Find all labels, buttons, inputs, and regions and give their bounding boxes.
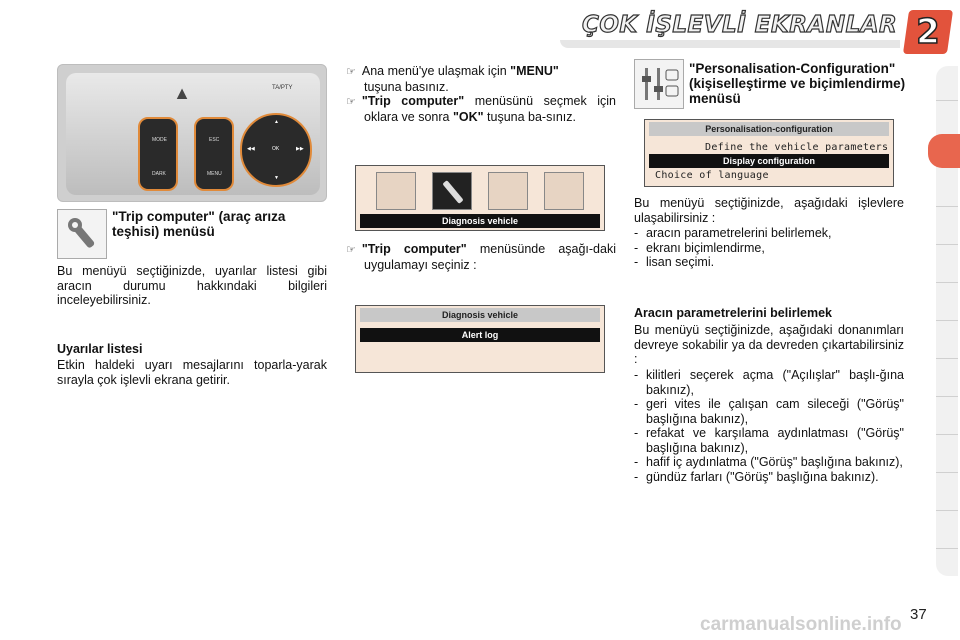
main-menu-screen (355, 165, 605, 231)
diagnosis-screen-title: Diagnosis vehicle (360, 308, 600, 322)
alert-log-text: Etkin haldeki uyarı mesajlarını toparla-yarak sırayla çok işlevli ekrana getirir. (57, 358, 327, 387)
tab-divider (936, 206, 958, 207)
vehicle-params-intro: Bu menüyü seçtiğinizde, aşağıdaki donanımları devreye sokabilir ya da devreden çıkartabilirsiniz : (634, 323, 904, 366)
esc-label: ESC (209, 137, 220, 143)
list-item: - hafif iç aydınlatma ("Görüş" başlığına bakınız), (634, 455, 904, 470)
page-title: ÇOK İŞLEVLİ EKRANLAR (582, 12, 898, 38)
list-item: - ekranı biçimlendirme, (634, 241, 904, 256)
dark-label: DARK (152, 171, 166, 177)
screen-row-language: Choice of language (655, 170, 769, 181)
chapter-badge (903, 10, 953, 54)
menu-key: "MENU" (510, 64, 559, 78)
list-item: - lisan seçimi. (634, 255, 904, 270)
hazard-warning-icon: ▲ (173, 83, 191, 103)
ok-label: OK (272, 146, 280, 152)
vehicle-params-list (634, 368, 904, 484)
settings-menu-icon (488, 172, 528, 210)
alert-log-item: Alert log (360, 328, 600, 342)
vehicle-params-heading: Aracın parametrelerini belirlemek (634, 306, 833, 320)
tab-divider (936, 244, 958, 245)
ok-key: "OK" (452, 109, 484, 124)
step-choose-app (346, 242, 616, 272)
page-header (560, 8, 960, 58)
settings-sliders-icon (634, 59, 684, 109)
pointer-icon: ☞ (346, 65, 356, 78)
step-select-text-2: tuşuna ba-sınız. (483, 109, 576, 124)
tab-divider (936, 282, 958, 283)
tab-divider (936, 510, 958, 511)
tab-divider (936, 434, 958, 435)
diagnosis-screen (355, 305, 605, 373)
menu-label: MENU (207, 171, 222, 177)
mode-dark-buttons (138, 117, 178, 191)
step-select-trip (346, 94, 616, 124)
tab-divider (936, 548, 958, 549)
pointer-icon: ☞ (346, 243, 356, 256)
esc-menu-buttons (194, 117, 234, 191)
list-item: - aracın parametrelerini belirlemek, (634, 226, 904, 241)
mode-label: MODE (152, 137, 167, 143)
personalisation-heading: "Personalisation-Configuration" (kişiselleştirme ve biçimlendirme) menüsü (689, 61, 906, 106)
chapter-tabs (928, 66, 960, 576)
pointer-icon: ☞ (346, 95, 356, 108)
chapter-number: 2 (916, 12, 940, 52)
arrow-up-icon: ▲ (274, 119, 279, 125)
step-menu-text-2: tuşuna basınız. (364, 79, 449, 94)
navigation-pad (240, 113, 312, 187)
list-item: - gündüz farları ("Görüş" başlığına bakınız). (634, 470, 904, 485)
trip-computer-heading: "Trip computer" (araç arıza teşhisi) menüsü (112, 209, 286, 239)
tab-active-chapter[interactable] (928, 134, 960, 168)
control-panel-photo (57, 64, 327, 202)
audio-menu-icon (376, 172, 416, 210)
trip-computer-key: "Trip computer" (361, 94, 465, 108)
personalisation-intro: Bu menüyü seçtiğinizde, aşağıdaki işlevlere ulaşabilirsiniz : (634, 196, 904, 225)
tab-divider (936, 100, 958, 101)
step-choose-text: menüsünde aşağı-daki uygulamayı seçiniz : (364, 242, 616, 272)
step-menu (346, 64, 616, 94)
tab-divider (936, 396, 958, 397)
list-item: - kilitleri seçerek açma ("Açılışlar" başlı-ğına bakınız), (634, 368, 904, 397)
wrench-icon (57, 209, 107, 259)
trip-computer-key: "Trip computer" (361, 242, 467, 256)
phone-menu-icon (544, 172, 584, 210)
screen-row-vehicle-params: Define the vehicle parameters (705, 142, 889, 153)
personalisation-screen (644, 119, 894, 187)
control-panel-body (66, 73, 320, 195)
personalisation-screen-title: Personalisation-configuration (649, 122, 889, 136)
diagnosis-menu-icon (432, 172, 472, 210)
screen-row-display-config: Display configuration (649, 154, 889, 168)
tab-divider (936, 320, 958, 321)
list-item: - refakat ve karşılama aydınlatması ("Görüş" başlığına bakınız), (634, 426, 904, 455)
tab-divider (936, 358, 958, 359)
list-item: - geri vites ile çalışan cam sileceği ("Görüş" başlığına bakınız), (634, 397, 904, 426)
step-menu-text: Ana menü'ye ulaşmak için (361, 64, 511, 78)
alert-log-heading: Uyarılar listesi (57, 342, 143, 356)
tab-divider (936, 472, 958, 473)
page-number: 37 (910, 606, 927, 623)
personalisation-functions-list (634, 226, 904, 270)
arrow-right-icon: ▶▶ (296, 146, 304, 152)
screen-selected-label: Diagnosis vehicle (360, 214, 600, 228)
header-band (560, 40, 900, 48)
step-select-text: menüsünü seçmek için oklara ve sonra (364, 94, 616, 124)
watermark: carmanualsonline.info (700, 614, 902, 635)
arrow-left-icon: ◀◀ (247, 146, 255, 152)
ta-pty-label: TA/PTY (272, 85, 293, 91)
arrow-down-icon: ▼ (274, 175, 279, 181)
trip-computer-intro: Bu menüyü seçtiğinizde, uyarılar listesi gibi aracın durumu hakkındaki bilgileri inceleyebilirsiniz. (57, 264, 327, 307)
